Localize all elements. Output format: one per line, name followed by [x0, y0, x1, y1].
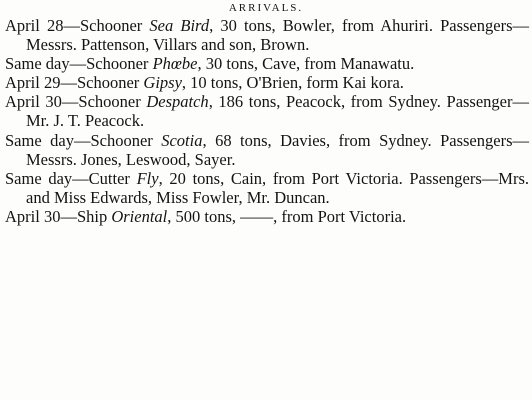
arrival-entry [5, 73, 529, 92]
arrival-entry [5, 131, 529, 169]
arrival-date-and-type: Same day—Schooner [5, 130, 162, 150]
arrival-details: , 186 tons, Peacock, from Sydney. Passenger—Mr. J. T. Peacock. [26, 92, 529, 131]
arrival-details: , 68 tons, Davies, from Sydney. Passengers—Messrs. Jones, Leswood, Sayer. [26, 130, 529, 169]
vessel-name: Scotia [161, 130, 203, 150]
arrival-date-and-type: April 28—Schooner [5, 16, 150, 35]
arrivals-list [5, 16, 529, 226]
vessel-name: Oriental [111, 206, 168, 226]
section-heading: ARRIVALS. [228, 2, 304, 14]
arrival-date-and-type: April 30—Schooner [5, 92, 147, 112]
arrival-details: , 500 tons, ——, from Port Victoria. [167, 206, 407, 226]
vessel-name: Phœbe [152, 54, 198, 74]
vessel-name: Despatch [146, 92, 209, 112]
arrival-date-and-type: Same day—Cutter [5, 168, 137, 188]
arrival-details: , 20 tons, Cain, from Port Victoria. Passengers—Mrs. and Miss Edwards, Miss Fowler, Mr. Duncan. [26, 168, 529, 207]
vessel-name: Sea Bird [149, 16, 210, 35]
vessel-name: Fly [136, 168, 159, 188]
arrival-date-and-type: April 29—Schooner [5, 73, 144, 93]
arrival-details: , 30 tons, Cave, from Manawatu. [197, 54, 415, 74]
arrival-details: , 10 tons, O'Brien, form Kai kora. [181, 73, 404, 93]
arrival-entry [5, 16, 529, 54]
arrival-date-and-type: Same day—Schooner [5, 54, 153, 74]
vessel-name: Gipsy [143, 73, 182, 93]
arrival-entry [5, 169, 529, 207]
arrival-date-and-type: April 30—Ship [5, 206, 112, 226]
arrival-entry [5, 207, 529, 226]
arrival-entry [5, 54, 529, 73]
arrival-details: , 30 tons, Bowler, from Ahuriri. Passengers—Messrs. Pattenson, Villars and son, Brown. [26, 16, 529, 55]
arrival-entry [5, 92, 529, 130]
